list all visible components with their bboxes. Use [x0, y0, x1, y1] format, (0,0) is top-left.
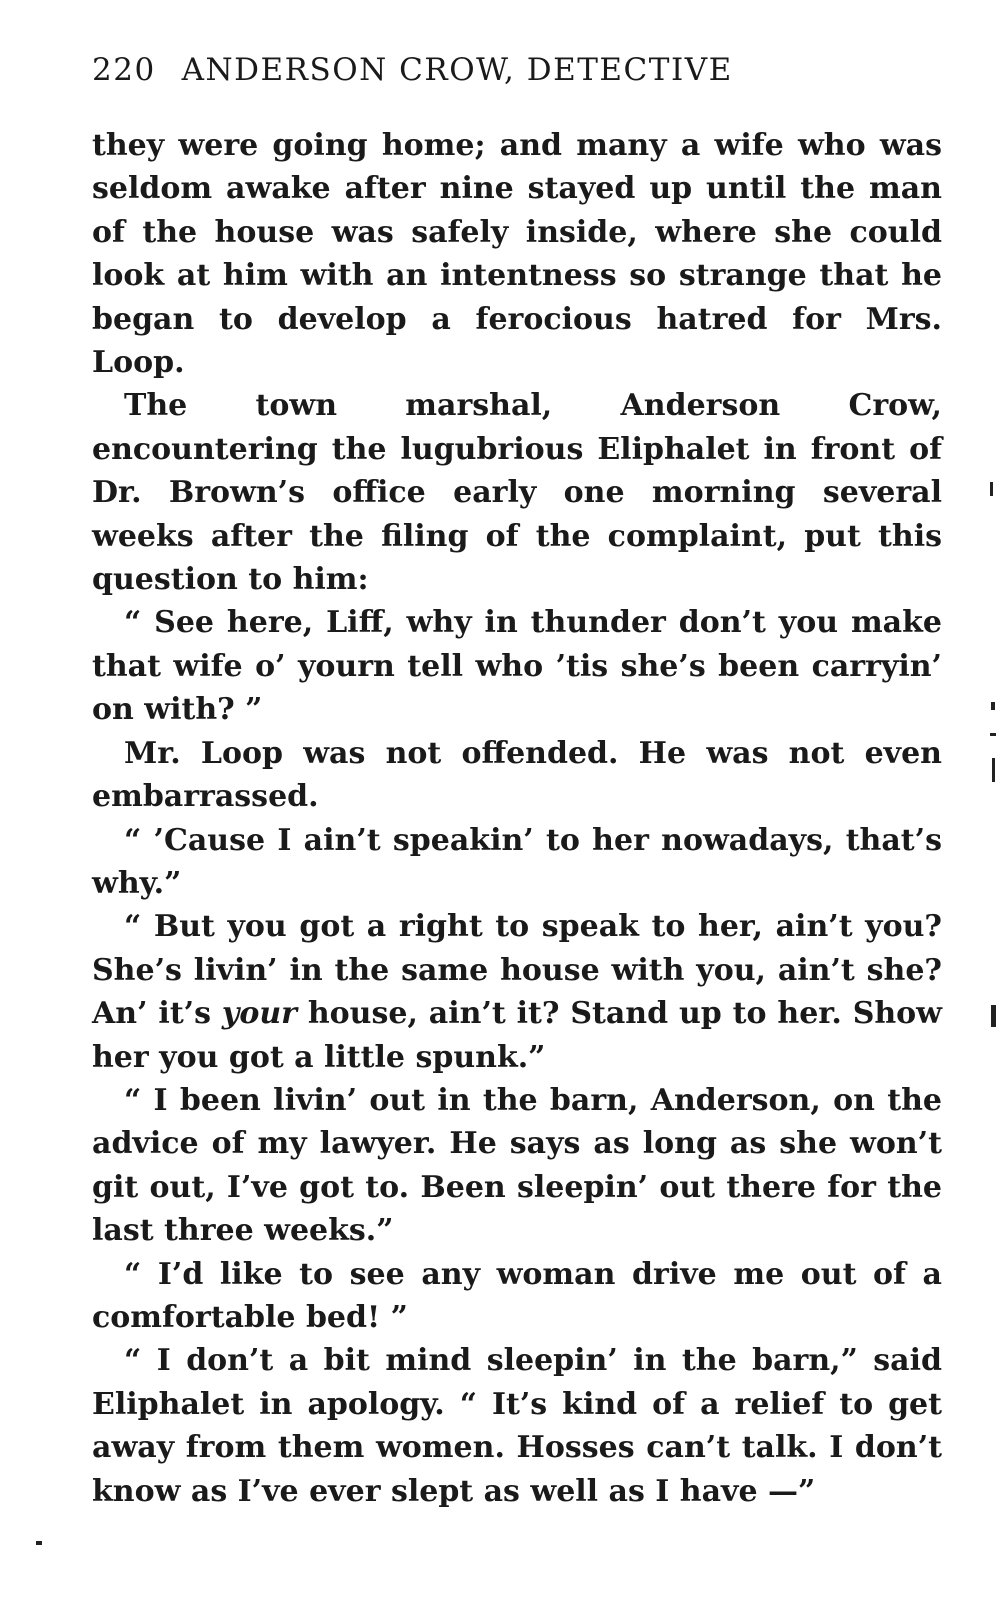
running-header	[92, 52, 942, 110]
paragraph-4: Mr. Loop was not offended. He was not even embarrassed.	[92, 735, 942, 815]
running-title: ANDERSON CROW, DETECTIVE	[181, 52, 733, 88]
scan-edge-mark	[992, 758, 995, 782]
paragraph-8: “ I’d like to see any woman drive me out of a comfortable bed! ”	[92, 1256, 942, 1335]
paragraph-6	[92, 905, 942, 1079]
paragraph-9: “ I don’t a bit mind sleepin’ in the barn,” said Eliphalet in apology. “ It’s kind of a relief to get away from them women. Hosses can’t talk. I don’t know as I’ve ever slept as well as I have —”	[92, 1343, 942, 1509]
paragraph-1: they were going home; and many a wife who was seldom awake after nine stayed up until the man of the house was safely inside, where she could look at him with an intentness so strange that he began to develop a ferocious hatred for Mrs. Loop.	[92, 128, 942, 381]
paragraph-2: The town marshal, Anderson Crow, encountering the lugubrious Eliphalet in front of Dr. Brown’s office early one morning several weeks after the filing of the complaint, put this question to him:	[92, 388, 942, 598]
body-text	[92, 124, 942, 1513]
scan-edge-mark	[991, 1005, 996, 1027]
paragraph-6-emphasis: your	[221, 996, 297, 1032]
scan-speck	[36, 1541, 42, 1545]
page-number: 220	[92, 52, 156, 88]
scan-edge-mark	[990, 733, 996, 736]
paragraph-5: “ ’Cause I ain’t speakin’ to her nowadays, that’s why.”	[92, 822, 942, 901]
paragraph-6-part-2: house, ain’t it? Stand up to her. Show her you got a little spunk.”	[92, 996, 943, 1075]
paragraph-3: “ See here, Liff, why in thunder don’t you make that wife o’ yourn tell who ’tis she’s been carryin’ on with? ”	[92, 605, 942, 728]
scan-edge-mark	[990, 482, 993, 496]
paragraph-6-part-1: “ But you got a right to speak to her, ain’t you? She’s livin’ in the same house with you, ain’t she? An’ it’s	[92, 909, 942, 1032]
book-page	[92, 52, 942, 1513]
paragraph-7: “ I been livin’ out in the barn, Anderson, on the advice of my lawyer. He says as long as she won’t git out, I’ve got to. Been sleepin’ out there for the last three weeks.”	[92, 1082, 942, 1249]
scan-edge-mark	[991, 702, 995, 710]
